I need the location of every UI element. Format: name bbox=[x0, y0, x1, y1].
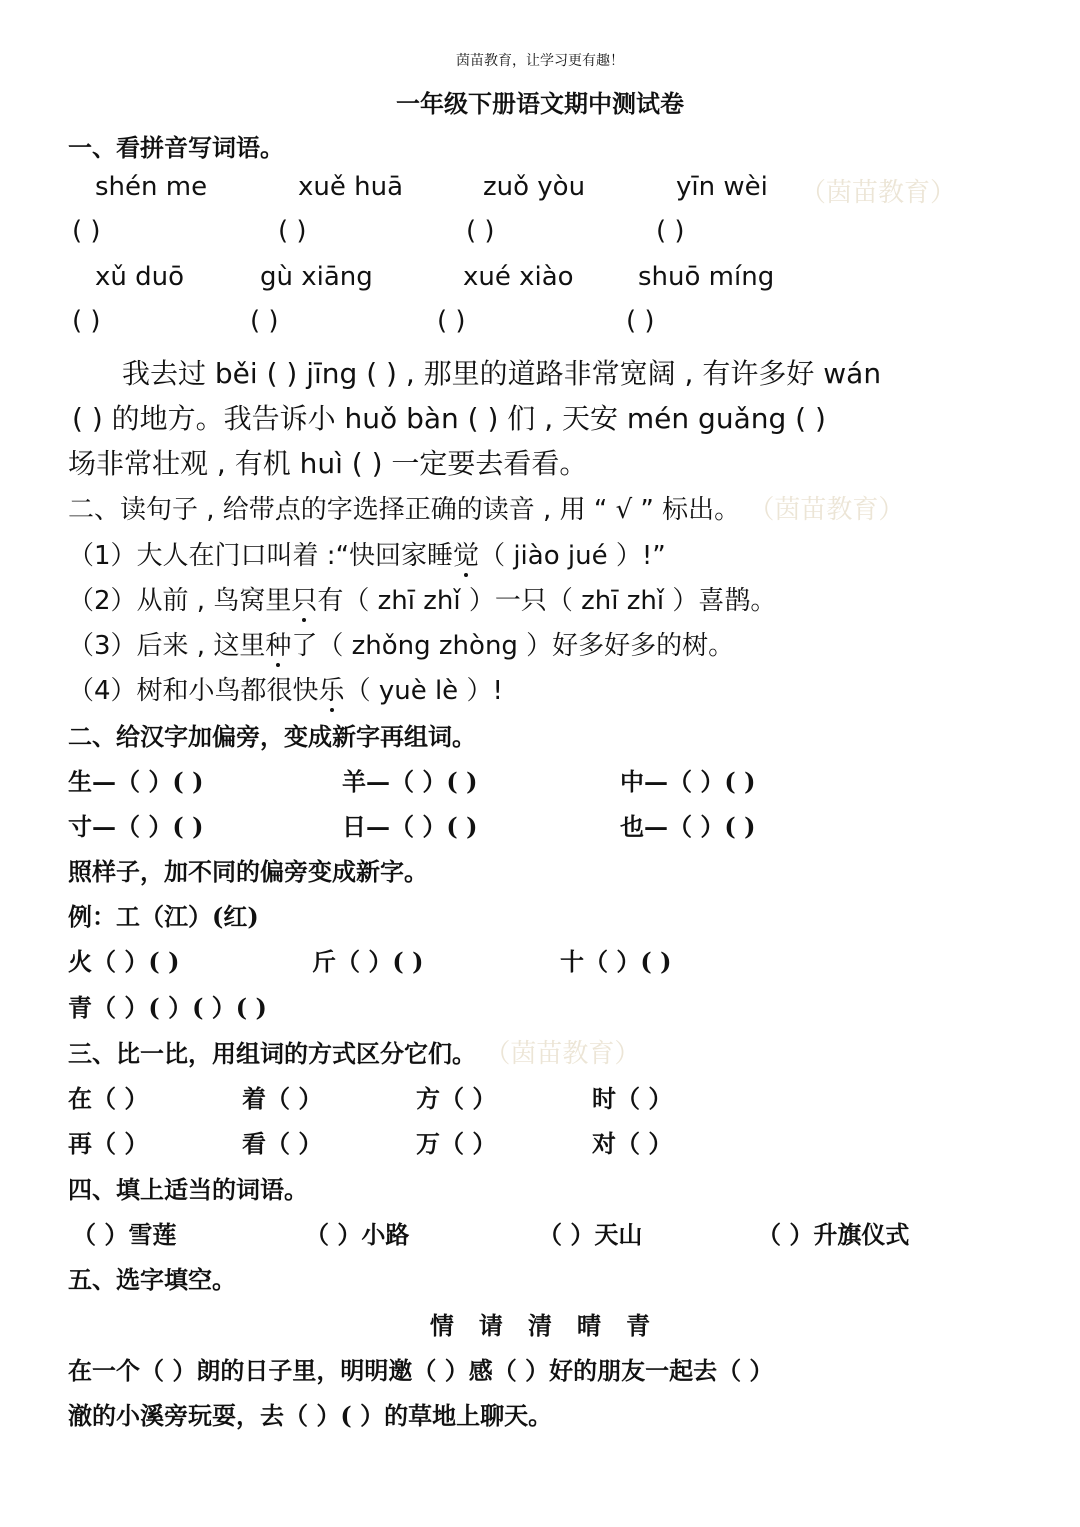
question-3 bbox=[68, 625, 734, 662]
compare-item[interactable]: 对（ ） bbox=[592, 1129, 673, 1158]
q3-text: （3）后来 , 这里 bbox=[68, 631, 266, 661]
fill-sentence-line-2[interactable]: 澈的小溪旁玩耍，去（ ）( ）的草地上聊天。 bbox=[68, 1401, 553, 1430]
q4-text: （4）树和小鸟都很快 bbox=[68, 676, 319, 706]
pinyin-6: gù xiāng bbox=[260, 262, 373, 292]
pinyin-8: shuō míng bbox=[638, 262, 775, 292]
radical-item[interactable]: 羊—（ ）( ) bbox=[342, 767, 478, 796]
answer-blank[interactable]: ( ) bbox=[437, 306, 466, 336]
answer-blank[interactable]: ( ) bbox=[72, 306, 101, 336]
q4-options[interactable]: （ yuè lè ）! bbox=[344, 676, 503, 706]
char-options: 情 请 清 晴 青 bbox=[429, 1311, 651, 1340]
compare-item[interactable]: 时（ ） bbox=[592, 1084, 673, 1113]
section-5-heading: 四、填上适当的词语。 bbox=[68, 1175, 308, 1204]
q1-dotted-char: 觉 bbox=[453, 541, 480, 571]
page-title: 一年级下册语文期中测试卷 bbox=[396, 89, 684, 118]
paragraph-line-2: ( ) 的地方。我告诉小 huǒ bàn ( ) 们 , 天安 mén guǎng ( ) bbox=[72, 402, 826, 435]
answer-blank[interactable]: ( ) bbox=[278, 216, 307, 246]
compare-item[interactable]: 看（ ） bbox=[242, 1129, 323, 1158]
fill-sentence-line-1[interactable]: 在一个（ ）朗的日子里，明明邀（ ）感（ ）好的朋友一起去（ ） bbox=[68, 1356, 774, 1385]
answer-blank[interactable]: ( ) bbox=[250, 306, 279, 336]
answer-blank[interactable]: ( ) bbox=[72, 216, 101, 246]
fill-word-item[interactable]: （ ）升旗仪式 bbox=[757, 1220, 910, 1249]
radical-item[interactable]: 十（ ）( ) bbox=[560, 947, 672, 976]
paragraph-line-1: 我去过 běi ( ) jīng ( ) , 那里的道路非常宽阔 , 有许多好 wán bbox=[122, 357, 882, 390]
q3-options[interactable]: 了（ zhǒng zhòng ）好多好多的树。 bbox=[291, 631, 735, 661]
radical-item[interactable]: 中—（ ）( ) bbox=[620, 767, 756, 796]
answer-blank[interactable]: ( ) bbox=[626, 306, 655, 336]
pinyin-2: xuě huā bbox=[298, 172, 404, 202]
pinyin-3: zuǒ yòu bbox=[483, 172, 586, 202]
watermark: （茵苗教育） bbox=[484, 1039, 641, 1069]
fill-word-item[interactable]: （ ）雪莲 bbox=[72, 1220, 177, 1249]
answer-blank[interactable]: ( ) bbox=[656, 216, 685, 246]
section-2-heading bbox=[68, 489, 904, 526]
watermark: （茵苗教育） bbox=[800, 178, 957, 208]
pinyin-1: shén me bbox=[95, 172, 208, 202]
paragraph-line-3: 场非常壮观 , 有机 huì ( ) 一定要去看看。 bbox=[68, 447, 588, 480]
compare-item[interactable]: 方（ ） bbox=[416, 1084, 497, 1113]
compare-item[interactable]: 在（ ） bbox=[68, 1084, 149, 1113]
radical-item[interactable]: 火（ ）( ) bbox=[68, 947, 180, 976]
fill-word-item[interactable]: （ ）小路 bbox=[305, 1220, 410, 1249]
q2-options[interactable]: 有（ zhī zhǐ ）一只（ zhī zhǐ ）喜鹊。 bbox=[317, 586, 777, 616]
radical-item[interactable]: 斤（ ）( ) bbox=[312, 947, 424, 976]
section-3-heading: 二、给汉字加偏旁，变成新字再组词。 bbox=[68, 722, 476, 751]
radical-item[interactable]: 也—（ ）( ) bbox=[620, 812, 756, 841]
compare-item[interactable]: 着（ ） bbox=[242, 1084, 323, 1113]
watermark: （茵苗教育） bbox=[748, 495, 905, 525]
q2-dotted-char: 只 bbox=[291, 586, 318, 616]
q3-dotted-char: 种 bbox=[265, 631, 292, 661]
q2-text: （2）从前 , 鸟窝里 bbox=[68, 586, 292, 616]
header-note: 茵苗教育，让学习更有趣！ bbox=[456, 53, 624, 69]
radical-item[interactable]: 寸—（ ）( ) bbox=[68, 812, 204, 841]
radical-item[interactable]: 生—（ ）( ) bbox=[68, 767, 204, 796]
pinyin-5: xǔ duō bbox=[95, 262, 185, 292]
question-1 bbox=[68, 535, 666, 572]
section-2-heading-text: 二、读句子 , 给带点的字选择正确的读音 , 用 “ √ ” 标出。 bbox=[68, 495, 741, 525]
section-6-heading: 五、选字填空。 bbox=[68, 1265, 236, 1294]
pinyin-7: xué xiào bbox=[463, 262, 574, 292]
fill-word-item[interactable]: （ ）天山 bbox=[538, 1220, 643, 1249]
pinyin-4: yīn wèi bbox=[676, 172, 768, 202]
question-4 bbox=[68, 670, 503, 707]
q1-options[interactable]: （ jiào jué ）!” bbox=[479, 541, 666, 571]
q4-dotted-char: 乐 bbox=[318, 676, 345, 706]
radical-item[interactable]: 青（ ）( ）( ）( ) bbox=[68, 993, 267, 1022]
question-2 bbox=[68, 580, 776, 617]
q1-text: （1）大人在门口叫着 :“快回家睡 bbox=[68, 541, 454, 571]
radical-item[interactable]: 日—（ ）( ) bbox=[342, 812, 478, 841]
answer-blank[interactable]: ( ) bbox=[466, 216, 495, 246]
section-4-heading-text: 三、比一比，用组词的方式区分它们。 bbox=[68, 1039, 476, 1068]
radical-example: 例：工（江）(红) bbox=[68, 902, 259, 931]
radical-subheading: 照样子，加不同的偏旁变成新字。 bbox=[68, 857, 428, 886]
section-1-heading: 一、看拼音写词语。 bbox=[68, 133, 284, 162]
section-4-heading bbox=[68, 1033, 640, 1070]
compare-item[interactable]: 再（ ） bbox=[68, 1129, 149, 1158]
compare-item[interactable]: 万（ ） bbox=[416, 1129, 497, 1158]
